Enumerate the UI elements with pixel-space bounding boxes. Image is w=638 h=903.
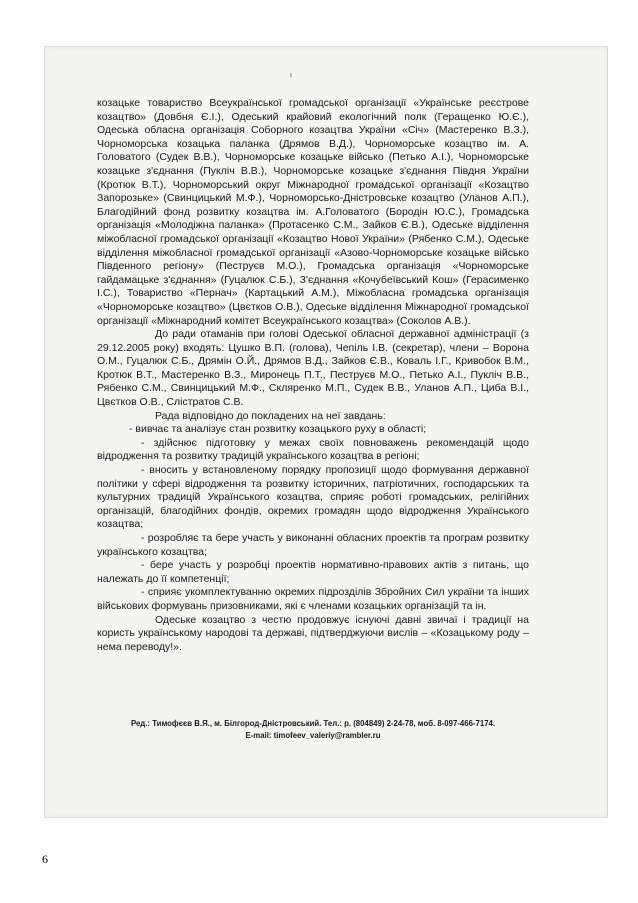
paragraph-conclusion: Одеське козацтво з честю продовжує існуючі давні звичаї і традиції на користь українському народові та державі, підтверджуючи вислів – «Козацькому роду – нема переводу!». [97,613,529,653]
task-bullet: - бере участь у розробці проектів нормативно-правових актів з питань, що належать до її компетенції; [97,559,529,585]
scan-mark: ı [290,72,292,79]
task-bullet: - сприяє укомплектуванню окремих підрозділів Збройних Сил україни та інших військових формувань призовниками, які є членами козацьких організацій та ін. [97,586,529,612]
task-bullet: - здійснює підготовку у межах своїх повноважень рекомендацій щодо відродження та розвитку традицій українського козацтва в регіоні; [97,436,529,463]
document-body [97,97,529,654]
task-bullet: - вивчає та аналізує стан розвитку козацького руху в області; [129,423,427,436]
task-bullet: - вносить у встановленому порядку пропозиції щодо формування державної політики у сфері відродження та розвитку історичних, патріотичних, господарських та культурних традицій Українського козацтва, сприяє роботі громадських, релігійних організацій, благодійних фондів, окремих громадян щодо відродження Українського козацтва; [97,464,529,531]
page-number: 6 [42,852,48,866]
editor-email: E-mail: timofeev_valeriy@rambler.ru [245,731,381,740]
paragraph-council-members: До ради отаманів при голові Одеської обласної державної адміністрації (з 29.12.2005 року) входять: Цушко В.П. (голова), Чепіль І.В. (секретар), члени – Ворона О.М., Гуцалюк С.Б., Дрямін О.Й., Дрямов В.Д., Зайков Є.В., Коваль І.Г., Кривобок В.М., Кротюк В.Т., Мастеренко В.З., Миронець П.Т., Пеструєв М.О., Петько А.І., Пукліч В.В., Рябенко С.М., Свинцицький М.Ф., Скляренко М.П., Судек В.В., Уланов А.П., Циба В.І., Цвєтков О.В., Слістратов С.В. [97,328,529,409]
editor-contact: Ред.: Тимофєєв В.Я., м. Білгород-Дністровський. Тел.: р. (804849) 2-24-78, моб. 8-097-466-7174. [130,719,496,728]
editor-footer [97,718,529,742]
paragraph-council-tasks-intro: Рада відповідно до покладених на неї завдань: [155,409,386,422]
task-bullet: - розробляє та бере участь у виконанні обласних проектів та програм розвитку українського козацтва; [97,532,529,558]
paragraph-organizations: козацьке товариство Всеукраїнської громадської організації «Українське реєстрове козацтво» (Довбня Є.І.), Одеський крайовий екологічний полк (Геращенко Ю.Є.), Одеська обласна організація Соборного козацтва України «Січ» (Мастеренко В.З.), Чорноморська козацька паланка (Дрямов В.Д.), Чорноморське козацтво ім. А. Головатого (Судек В.В.), Чорноморське козацьке військо (Петько А.І.), Чорноморське козацьке з'єднання (Пукліч В.В.), Чорноморське козацьке з'єднання Півдня України (Кротюк В.Т.), Чорноморський округ Міжнародної громадської організації «Козацтво Запорозьке» (Свинцицький М.Ф.), Чорноморсько-Дністровське козацтво (Уланов А.П.), Благодійний фонд розвитку козацтва ім. А.Головатого (Бородін Ю.С.), Громадська організація «Молодіжна паланка» (Протасенко С.М., Зайков Є.В.), Одеське відділення міжобласної громадської організації «Козацтво Нової України» (Рябенко С.М.), Одеське відділення міжобласної громадської організації «Азово-Чорноморське козацьке військо Південного регіону» (Пеструєв М.О.), Громадська організація «Чорноморське гайдамацьке з'єднання» (Гуцалюк С.Б.), З'єднання «Кочубеївський Кош» (Герасименко І.С.), Товариство «Пернач» (Картацький А.М.), Міжобласна громадська організація «Чорноморське козацтво» (Цвєтков О.В.), Одеське відділення Міжнародної громадської організації «Міжнародний комітет Всеукраїнського козацтва» (Соколов А.В.). [97,97,529,327]
